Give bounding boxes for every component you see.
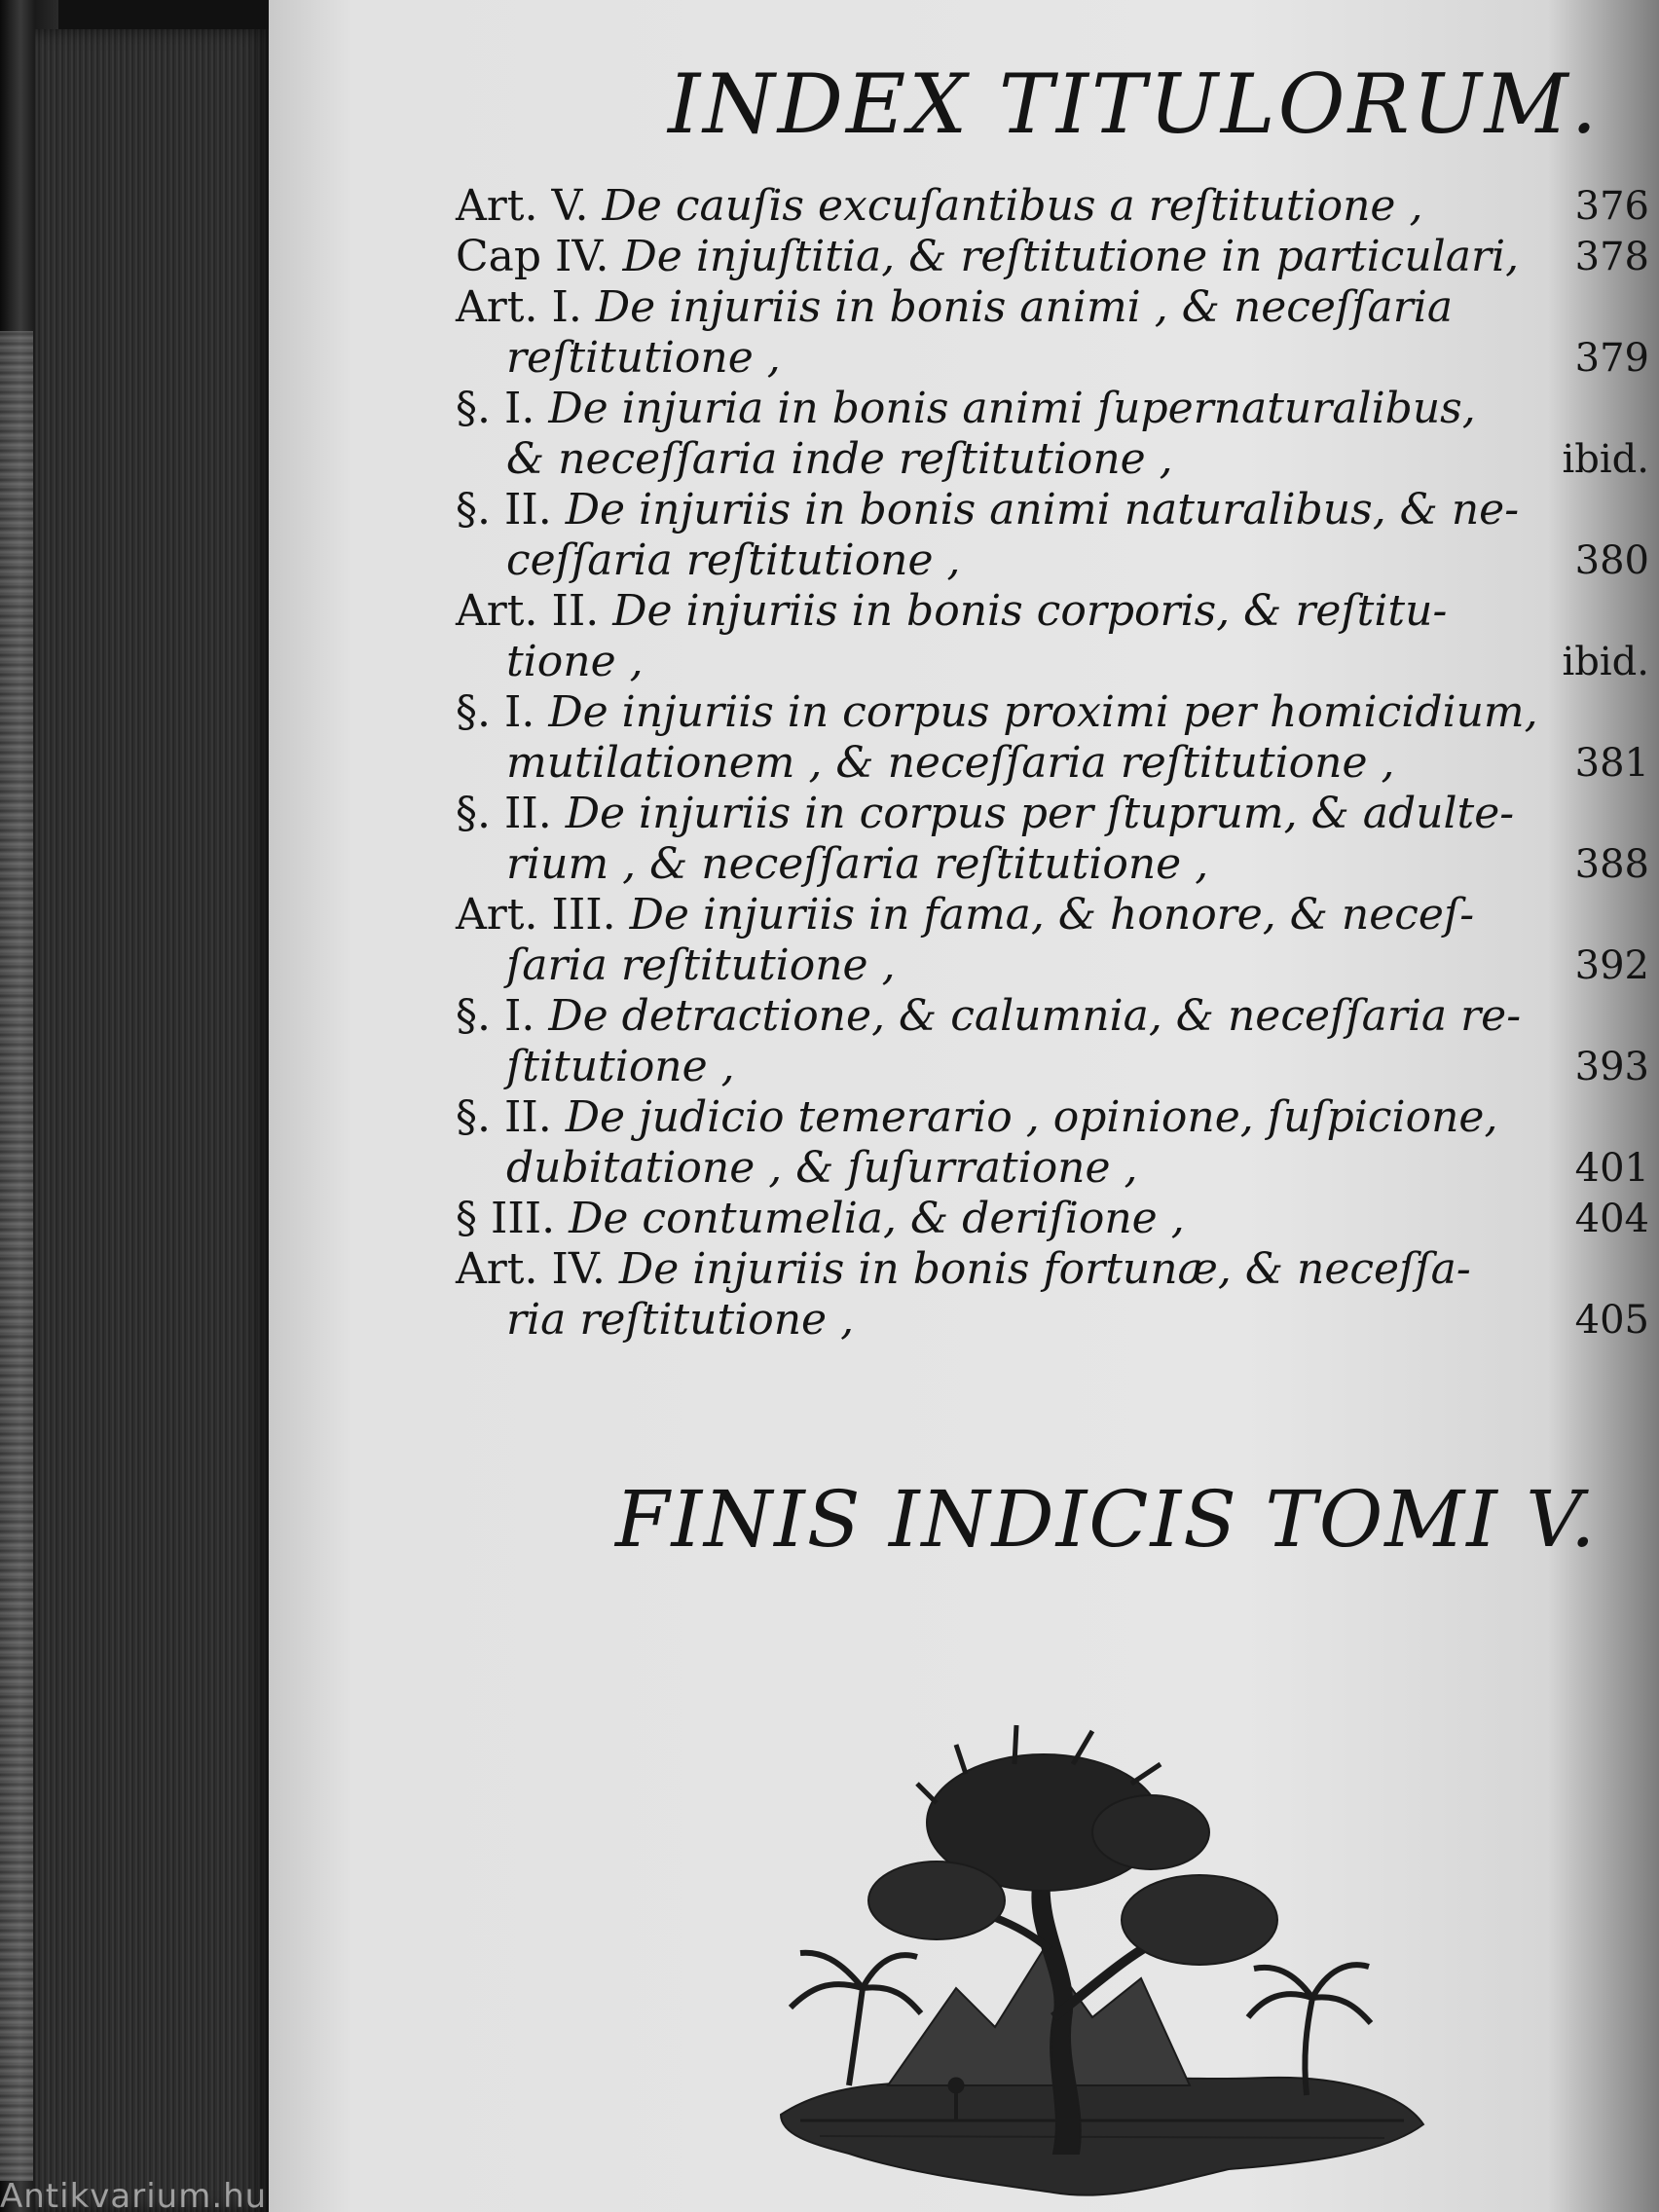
entry-title: De contumelia, & deriſione , xyxy=(569,1194,1185,1243)
entry-continuation: ceſſaria reſtitutione , xyxy=(506,535,961,585)
index-entry xyxy=(456,991,1649,1092)
entry-title: De injuriis in bonis fortunæ, & neceſſa- xyxy=(618,1244,1471,1294)
entry-label: §. I. xyxy=(456,991,535,1041)
entry-title: De injuſtitia, & reſtitutione in particulari, xyxy=(622,232,1520,281)
vignette-mountains xyxy=(888,1949,1190,2085)
entry-title: De injuriis in corpus per ſtuprum, & adulte- xyxy=(565,789,1515,838)
index-entry xyxy=(456,890,1649,991)
book-page xyxy=(269,0,1659,2212)
entry-page-number: 388 xyxy=(1574,842,1649,887)
entry-label: §. II. xyxy=(456,1092,552,1142)
finis-line: FINIS INDICIS TOMI V. xyxy=(615,1474,1598,1565)
index-entry xyxy=(456,384,1649,485)
entry-page-number: ibid. xyxy=(1562,640,1649,684)
entry-title: De cauſis excuſantibus a reſtitutione , xyxy=(602,181,1423,231)
entry-label: §. I. xyxy=(456,687,535,737)
vignette-palm-left xyxy=(849,1988,863,2085)
page-block-edge xyxy=(35,29,269,2212)
entry-label: Art. V. xyxy=(456,181,589,231)
entry-title: De detractione, & calumnia, & neceſſaria re- xyxy=(548,991,1522,1041)
entry-continuation: dubitatione , & ſuſurratione , xyxy=(506,1143,1138,1193)
entry-continuation: tione , xyxy=(506,637,644,686)
entry-label: § III. xyxy=(456,1194,556,1243)
entry-continuation: ria reſtitutione , xyxy=(506,1295,855,1345)
index-entry xyxy=(456,586,1649,687)
entry-title: De injuriis in fama, & honore, & neceſ- xyxy=(629,890,1475,940)
entry-label: §. II. xyxy=(456,789,552,838)
watermark: Antikvarium.hu xyxy=(0,2177,268,2212)
entry-page-number: ibid. xyxy=(1562,437,1649,482)
entry-title: De injuriis in bonis corporis, & reſtitu- xyxy=(612,586,1448,636)
entry-page-number: 401 xyxy=(1574,1146,1649,1191)
index-list xyxy=(456,181,1649,1346)
index-entry xyxy=(456,1092,1649,1194)
entry-page-number: 381 xyxy=(1574,741,1649,786)
entry-continuation: ſtitutione , xyxy=(506,1042,735,1091)
entry-label: Art. II. xyxy=(456,586,600,636)
entry-page-number: 380 xyxy=(1574,538,1649,583)
woodcut-vignette xyxy=(761,1696,1433,2212)
entry-title: De judicio temerario , opinione, ſuſpicione, xyxy=(565,1092,1498,1142)
entry-label: Cap IV. xyxy=(456,232,609,281)
entry-continuation: mutilationem , & neceſſaria reſtitutione , xyxy=(506,738,1395,788)
index-entry xyxy=(456,789,1649,890)
index-entry xyxy=(456,232,1649,282)
index-entry xyxy=(456,181,1649,232)
index-entry xyxy=(456,282,1649,384)
entry-page-number: 379 xyxy=(1574,336,1649,381)
entry-title: De injuriis in bonis animi , & neceſſaria xyxy=(595,282,1454,332)
index-entry xyxy=(456,1194,1649,1244)
entry-label: §. I. xyxy=(456,384,535,433)
entry-continuation: reſtitutione , xyxy=(506,333,781,383)
entry-label: Art. IV. xyxy=(456,1244,606,1294)
entry-continuation: & neceſſaria inde reſtitutione , xyxy=(506,434,1173,484)
entry-title: De injuriis in bonis animi naturalibus, & ne- xyxy=(565,485,1520,535)
entry-continuation: rium , & neceſſaria reſtitutione , xyxy=(506,839,1209,889)
entry-label: §. II. xyxy=(456,485,552,535)
entry-page-number: 404 xyxy=(1574,1197,1649,1241)
entry-page-number: 405 xyxy=(1574,1298,1649,1343)
entry-title: De injuriis in corpus proximi per homicidium, xyxy=(548,687,1538,737)
entry-label: Art. I. xyxy=(456,282,582,332)
cover-edge xyxy=(0,331,33,2181)
vignette-figure xyxy=(948,2078,964,2093)
entry-page-number: 392 xyxy=(1574,943,1649,988)
index-entry xyxy=(456,1244,1649,1346)
entry-label: Art. III. xyxy=(456,890,616,940)
entry-page-number: 376 xyxy=(1574,184,1649,229)
entry-continuation: ſaria reſtitutione , xyxy=(506,940,896,990)
entry-page-number: 378 xyxy=(1574,235,1649,279)
entry-title: De injuria in bonis animi ſupernaturalibus, xyxy=(548,384,1476,433)
page-heading: INDEX TITULORUM. xyxy=(668,56,1601,152)
index-entry xyxy=(456,687,1649,789)
entry-page-number: 393 xyxy=(1574,1045,1649,1089)
index-entry xyxy=(456,485,1649,586)
